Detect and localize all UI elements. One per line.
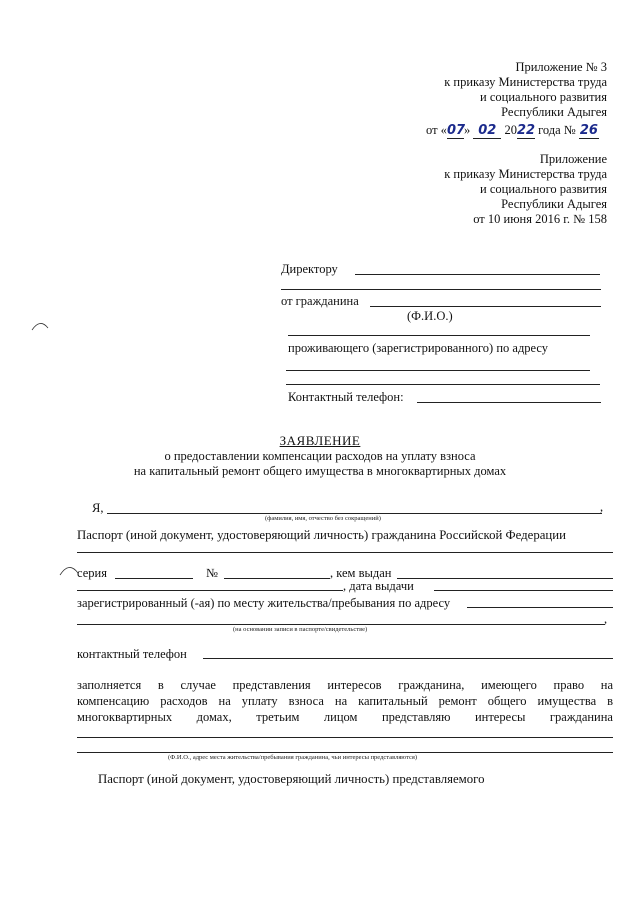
number-prefix: года № xyxy=(538,123,576,137)
citizen-name-field-line2[interactable] xyxy=(288,335,590,336)
appendix-3-line2: к приказу Министерства труда xyxy=(444,75,607,89)
representation-line2: компенсацию расходов на уплату взноса на капитальный ремонт общего имущества в xyxy=(77,694,613,708)
date-mid: » xyxy=(463,123,471,137)
appendix-3-line3: и социального развития xyxy=(480,90,607,104)
citizen-name-field[interactable] xyxy=(370,306,601,307)
handwritten-year: 22 xyxy=(516,123,536,138)
issued-by-label: , кем выдан xyxy=(330,566,392,580)
registered-label: зарегистрированный (-ая) по месту жительства/пребывания по адресу xyxy=(77,596,451,610)
seria-field[interactable] xyxy=(115,578,193,579)
appendix-line4: Республики Адыгея xyxy=(501,197,607,211)
appendix-3-line4: Республики Адыгея xyxy=(501,105,607,119)
document-subtitle-line2: на капитальный ремонт общего имущества в многоквартирных домах xyxy=(133,464,507,478)
registered-address-field-line2[interactable] xyxy=(77,624,605,625)
issue-date-label: , дата выдачи xyxy=(343,579,414,593)
fio-hint: (Ф.И.О.) xyxy=(407,309,453,323)
representative-note: (Ф.И.О., адрес места жительства/пребывания гражданина, чьи интересы представляются) xyxy=(168,754,418,761)
residing-label: проживающего (зарегистрированного) по адресу xyxy=(288,341,549,355)
passport-field-line[interactable] xyxy=(77,552,613,553)
appendix-line5: от 10 июня 2016 г. № 158 xyxy=(473,212,607,226)
fio-note: (фамилия, имя, отчество без сокращений) xyxy=(265,515,381,522)
director-label: Директору xyxy=(281,262,338,276)
address-comma: , xyxy=(604,612,608,626)
representative-field-line2[interactable] xyxy=(77,752,613,753)
hole-punch-mark-icon xyxy=(30,320,50,332)
representation-line1: заполняется в случае представления интересов гражданина, имеющего право на xyxy=(77,678,613,692)
number-sign-label: № xyxy=(206,566,218,580)
director-field-line2[interactable] xyxy=(281,289,601,290)
issued-by-field[interactable] xyxy=(397,578,613,579)
document-subtitle-line1: о предоставлении компенсации расходов на уплату взноса xyxy=(164,449,476,463)
from-citizen-label: от гражданина xyxy=(281,294,359,308)
appendix-3-title: Приложение № 3 xyxy=(515,60,607,74)
issue-date-field[interactable] xyxy=(434,590,613,591)
registration-note: (на основании записи в паспорте/свидетельстве) xyxy=(233,626,368,633)
fio-comma: , xyxy=(600,500,604,514)
appendix-3-date-line xyxy=(426,123,599,139)
address-field-line2[interactable] xyxy=(286,384,600,385)
registered-address-field[interactable] xyxy=(467,607,613,608)
representative-field-line1[interactable] xyxy=(77,737,613,738)
handwritten-month: 02 xyxy=(473,124,501,139)
date-prefix: от « xyxy=(426,123,447,137)
appendix-line2: к приказу Министерства труда xyxy=(444,167,607,181)
passport-label: Паспорт (иной документ, удостоверяющий личность) гражданина Российской Федерации xyxy=(77,528,566,542)
contact-phone-body-label: контактный телефон xyxy=(77,647,187,661)
appendix-title: Приложение xyxy=(539,152,607,166)
contact-phone-label: Контактный телефон: xyxy=(288,390,404,404)
ya-label: Я, xyxy=(92,501,104,515)
appendix-line3: и социального развития xyxy=(480,182,607,196)
handwritten-day: 07 xyxy=(446,123,466,138)
year-prefix: 20 xyxy=(504,123,517,137)
document-title: ЗАЯВЛЕНИЕ xyxy=(279,433,361,448)
contact-phone-field[interactable] xyxy=(417,402,601,403)
handwritten-number: 26 xyxy=(579,123,598,138)
issued-by-field-line2[interactable] xyxy=(77,590,343,591)
director-field[interactable] xyxy=(355,274,600,275)
seria-label: серия xyxy=(77,566,107,580)
representation-line3: многоквартирных домах, третьим лицом представляю интересы гражданина xyxy=(77,710,613,724)
applicant-fio-field[interactable] xyxy=(107,513,602,514)
contact-phone-body-field[interactable] xyxy=(203,658,613,659)
represented-passport-label: Паспорт (иной документ, удостоверяющий личность) представляемого xyxy=(98,772,485,786)
passport-number-field[interactable] xyxy=(224,578,330,579)
address-field-line1[interactable] xyxy=(286,370,590,371)
